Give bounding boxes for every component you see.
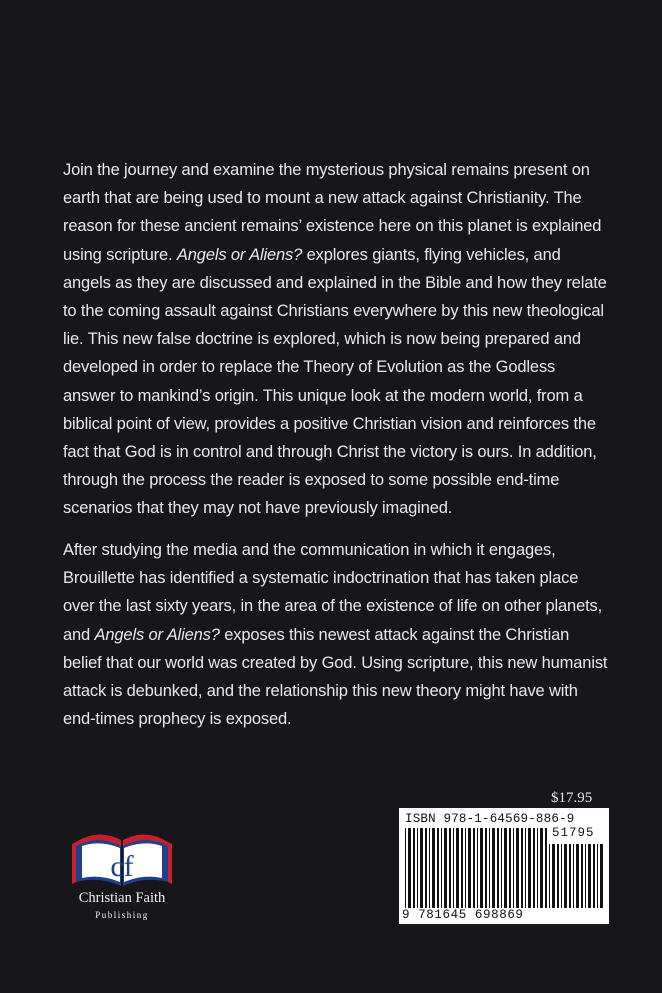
barcode-bar [549, 844, 550, 908]
barcode-bar [441, 828, 442, 908]
barcode-bar [576, 844, 579, 908]
description-paragraph-2 [63, 536, 612, 733]
barcode-bar [525, 828, 526, 908]
barcode-bar [432, 828, 435, 908]
barcode-bar [453, 828, 454, 908]
barcode-bar [420, 828, 423, 908]
barcode-bar [477, 828, 478, 908]
barcode-bar [533, 828, 535, 908]
barcode-bar [540, 828, 543, 908]
barcode-bar [569, 844, 571, 908]
price-label: $17.95 [551, 790, 593, 806]
barcode-bar [425, 828, 427, 908]
paragraph-text: exposes this newest attack against the Christian belief that our world was created by God. Using scripture, this new humanist attack is debunked, and the relationship this new theory might have with end-times prophecy is exposed. [63, 625, 612, 729]
barcode-bar [588, 844, 591, 908]
barcode-bar [437, 828, 439, 908]
barcode-bar [573, 844, 574, 908]
isbn-label: ISBN 978-1-64569-886-9 [405, 812, 575, 826]
barcode-bar [456, 828, 459, 908]
barcode-bar [600, 844, 603, 908]
paragraph-text: After studying the media and the communication in which it engages, Brouillette has identified a systematic indoctrination that has taken place over the last sixty years, in the area of the existence of life on other planets, and [63, 541, 607, 644]
barcode-bar [593, 844, 595, 908]
barcode-bar [497, 828, 499, 908]
barcode-bar [417, 828, 418, 908]
barcode-bar [408, 828, 411, 908]
barcode-bar [413, 828, 415, 908]
barcode-bar [516, 828, 519, 908]
barcode-bar [537, 828, 538, 908]
paragraph-text: Join the journey and examine the mysterious physical remains present on earth that are being used to mount a new attack against Christianity. The reason for these ancient remains’ existence here on this planet is explained using scripture. [63, 161, 606, 264]
publisher-subtitle: Publishing [95, 910, 149, 920]
barcode-bar [545, 828, 547, 908]
publisher-name: Christian Faith [78, 890, 166, 906]
price-code: 51795 [552, 826, 595, 840]
barcode-bar [521, 828, 523, 908]
barcode-bar [528, 828, 531, 908]
logo-letters: cf [110, 850, 134, 883]
description-paragraph-1 [63, 156, 612, 523]
barcode-bar [585, 844, 586, 908]
barcode-bar [552, 844, 555, 908]
barcode-bar [581, 844, 583, 908]
barcode-bar [489, 828, 490, 908]
ean-number: 9 781645 698869 [402, 908, 524, 922]
publisher-logo [64, 820, 180, 930]
barcode-bar [504, 828, 507, 908]
barcode-bar [513, 828, 514, 908]
barcode-bar [473, 828, 475, 908]
book-title-italic: Angels or Aliens? [176, 245, 303, 264]
barcode-bars [399, 808, 609, 924]
book-logo-icon [64, 820, 180, 892]
barcode-bar [468, 828, 471, 908]
barcode-bar [444, 828, 447, 908]
barcode-bar [492, 828, 495, 908]
barcode-bar [501, 828, 502, 908]
paragraph-text: explores giants, flying vehicles, and angels as they are discussed and explained in the Bible and how they relate to the coming assault against Christians everywhere by this new theological lie. This new false doctrine is explored, which is now being prepared and developed in order to replace the Theory of Evolution as the Godless answer to mankind’s origin. This unique look at the modern world, from a biblical point of view, provides a positive Christian vision and reinforces the fact that God is in control and through Christ the victory is ours. In addition, through the process the reader is exposed to some possible end-time scenarios that they may not have previously imagined. [63, 245, 612, 518]
barcode-bar [485, 828, 487, 908]
isbn-barcode [399, 808, 609, 924]
barcode-bar [564, 844, 567, 908]
barcode-bar [465, 828, 466, 908]
barcode-bar [405, 828, 406, 908]
barcode-bar [509, 828, 511, 908]
barcode-bar [429, 828, 430, 908]
barcode-bar [449, 828, 451, 908]
book-title-italic: Angels or Aliens? [94, 625, 220, 644]
barcode-bar [557, 844, 559, 908]
barcode-bar [461, 828, 463, 908]
barcode-bar [561, 844, 562, 908]
barcode-bar [597, 844, 598, 908]
barcode-bar [480, 828, 483, 908]
